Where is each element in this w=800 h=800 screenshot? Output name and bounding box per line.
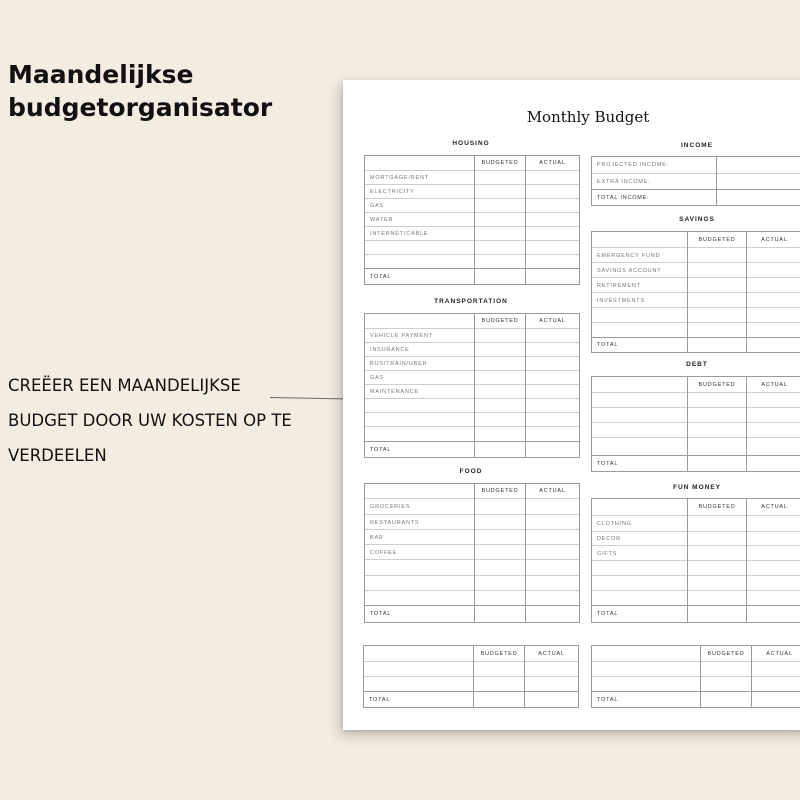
total-row: TOTAL — [592, 605, 800, 622]
budget-sheet — [343, 80, 800, 730]
savings-table — [591, 231, 800, 353]
table-row: BAR — [365, 529, 579, 545]
budgeted-header: BUDGETED — [480, 650, 518, 657]
budgeted-header: BUDGETED — [481, 160, 519, 166]
income-table — [591, 156, 800, 206]
total-row: TOTAL — [592, 691, 800, 707]
table-row — [592, 661, 800, 677]
table-row: CLOTHING — [592, 515, 800, 532]
table-row: VEHICLE PAYMENT — [365, 328, 579, 343]
caption — [8, 368, 338, 473]
table-row — [365, 412, 579, 427]
table-row — [592, 392, 800, 408]
table-row — [592, 422, 800, 438]
budgeted-header: BUDGETED — [481, 488, 519, 494]
actual-header: ACTUAL — [761, 236, 788, 243]
actual-header: ACTUAL — [766, 650, 793, 657]
table-header — [364, 646, 578, 661]
actual-header: ACTUAL — [538, 650, 565, 657]
table-row: INTERNET/CABLE — [365, 226, 579, 241]
savings-title: SAVINGS — [679, 216, 715, 223]
table-row — [365, 254, 579, 269]
debt-title: DEBT — [686, 361, 708, 368]
table-row — [365, 240, 579, 255]
actual-header: ACTUAL — [539, 160, 566, 166]
table-row: INSURANCE — [365, 342, 579, 357]
income-title: INCOME — [681, 142, 713, 149]
fun-money-title: FUN MONEY — [673, 484, 721, 491]
table-row: PROJECTED INCOME: — [597, 162, 669, 168]
sheet-title: Monthly Budget — [526, 108, 650, 126]
transportation-title: TRANSPORTATION — [434, 298, 508, 305]
table-header — [592, 232, 800, 247]
table-row: ELECTRICITY — [365, 184, 579, 199]
actual-header: ACTUAL — [539, 318, 566, 324]
table-row: MAINTENANCE — [365, 384, 579, 399]
table-row — [364, 676, 578, 692]
table-row — [592, 560, 800, 576]
table-row: SAVINGS ACCOUNT — [592, 262, 800, 278]
budgeted-header: BUDGETED — [707, 650, 745, 657]
budgeted-header: BUDGETED — [481, 318, 519, 324]
table-row: MORTGAGE/RENT — [365, 170, 579, 185]
total-row: TOTAL — [592, 455, 800, 471]
actual-header: ACTUAL — [539, 488, 566, 494]
budgeted-header: BUDGETED — [698, 504, 736, 510]
table-header — [365, 484, 579, 498]
table-row: RETIREMENT — [592, 277, 800, 293]
table-row — [365, 590, 579, 606]
table-row: EXTRA INCOME: — [592, 173, 800, 190]
blank-table-right — [591, 645, 800, 708]
housing-table — [364, 155, 580, 285]
table-row: GAS — [365, 370, 579, 385]
caption-line: BUDGET DOOR UW KOSTEN OP TE — [8, 411, 292, 430]
total-row: TOTAL — [365, 268, 579, 284]
table-row — [592, 575, 800, 591]
fun-money-table — [591, 498, 800, 623]
table-row: GIFTS — [592, 545, 800, 561]
table-row: GROCERIES — [365, 498, 579, 515]
table-row: COFFEE — [365, 544, 579, 560]
table-row — [364, 661, 578, 677]
table-row: WATER — [365, 212, 579, 227]
table-row — [592, 322, 800, 338]
housing-title: HOUSING — [452, 140, 490, 147]
table-row — [365, 575, 579, 591]
table-row — [365, 398, 579, 413]
table-row — [365, 426, 579, 442]
table-header — [592, 377, 800, 392]
debt-table — [591, 376, 800, 472]
page-heading: Maandelijkse budgetorganisator — [8, 60, 273, 122]
table-row — [365, 559, 579, 576]
table-header — [592, 646, 800, 661]
table-row — [592, 437, 800, 456]
budgeted-header: BUDGETED — [698, 381, 736, 388]
total-row: TOTAL — [364, 691, 578, 707]
table-header — [365, 314, 579, 328]
table-row: BUS/TRAIN/UBER — [365, 356, 579, 371]
table-row: EMERGENCY FUND — [592, 247, 800, 263]
total-row: TOTAL — [365, 441, 579, 457]
table-row — [592, 407, 800, 423]
total-row: TOTAL — [592, 337, 800, 352]
table-row — [592, 590, 800, 606]
table-row: INVESTMENTS — [592, 292, 800, 308]
budgeted-header: BUDGETED — [698, 236, 736, 243]
table-row: GAS — [365, 198, 579, 213]
actual-header: ACTUAL — [761, 504, 788, 510]
total-row: TOTAL — [365, 605, 579, 622]
table-header — [592, 499, 800, 515]
table-row — [592, 307, 800, 323]
table-row — [592, 676, 800, 692]
food-table — [364, 483, 580, 623]
total-row: TOTAL INCOME: — [592, 189, 800, 205]
caption-line: VERDEELEN — [8, 446, 107, 465]
blank-table-left — [363, 645, 579, 708]
transportation-table — [364, 313, 580, 458]
food-title: FOOD — [459, 468, 483, 475]
table-row: DECOR — [592, 531, 800, 546]
table-row: RESTAURANTS — [365, 514, 579, 530]
table-header — [365, 156, 579, 170]
actual-header: ACTUAL — [761, 381, 788, 388]
caption-line: CREËER EEN MAANDELIJKSE — [8, 376, 241, 395]
